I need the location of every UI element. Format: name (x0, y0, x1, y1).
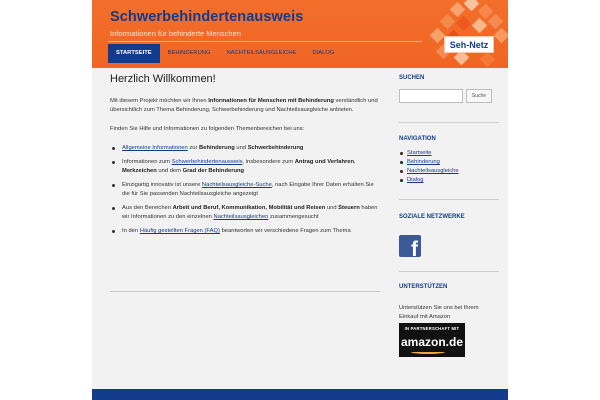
text: In den (122, 228, 140, 234)
list-item (110, 227, 380, 236)
sidebar-item-dialog (399, 176, 459, 185)
page-title: Herzlich Willkommen! (110, 73, 216, 85)
link-nachteilsausgleichen[interactable]: Nachteilsausgleichen (213, 214, 269, 220)
page (92, 0, 508, 400)
text: Einzigartig innovativ ist unsere (122, 182, 202, 188)
text: , insbesondere zum (242, 159, 295, 165)
text: , (354, 159, 356, 165)
intro-paragraph (110, 97, 380, 115)
bold-text: Merkzeichen (122, 168, 157, 174)
sidebar-link-dialog[interactable]: Dialog (407, 177, 424, 183)
sidebar-item-startseite (399, 149, 459, 158)
text: und (325, 205, 339, 211)
link-nachteilsausgleiche-suche[interactable]: Nachteilsausgleiche-Suche (201, 182, 272, 188)
search-button[interactable]: Suche (466, 89, 492, 103)
amazon-partner-text: IN PARTNERSCHAFT MIT (404, 326, 460, 331)
main-content (110, 68, 380, 241)
amazon-smile-icon (411, 350, 445, 354)
link-allgemeine-informationen[interactable]: Allgemeine Informationen (122, 145, 188, 151)
bold-text: Behinderung (199, 145, 235, 151)
bold-text: Grad der Behinderung (182, 168, 245, 174)
sidebar-link-behinderung[interactable]: Behinderung (407, 159, 440, 165)
search-widget-title: SUCHEN (399, 75, 425, 81)
site-header (92, 0, 508, 68)
intro-text-end: verständlich und übersichtlich zum Thema Behinderung, Schwerbehinderung und Nachteilsausgleiche anbieten. (110, 98, 378, 113)
text: zusammengesucht (268, 214, 319, 220)
content-divider (110, 291, 380, 292)
sidebar-link-nachteilsausgleiche[interactable]: Nachteilsausgleiche (407, 168, 459, 174)
bold-text: Antrag und Verfahren (294, 159, 354, 165)
text: Aus den Bereichen (122, 205, 173, 211)
widget-divider (399, 271, 499, 272)
widget-divider (399, 199, 499, 200)
nav-dialog[interactable]: DIALOG (312, 50, 335, 56)
intro-bold: Informationen für Menschen mit Behinderung (208, 98, 334, 104)
site-footer (92, 389, 508, 400)
site-description: Informationen für behinderte Menschen (110, 29, 241, 38)
sidebar-item-behinderung (399, 158, 459, 167)
list-item (110, 144, 380, 153)
bold-text: Arbeit und Beruf, Kommunikation, Mobilität und Reisen (172, 205, 326, 211)
topic-list (110, 144, 380, 236)
link-faq[interactable]: Häufig gestellten Fragen (FAQ) (139, 228, 220, 234)
list-item (110, 158, 380, 176)
site-title[interactable]: Schwerbehindertenausweis (110, 9, 304, 25)
text: Informationen zum (122, 159, 172, 165)
search-input[interactable] (399, 89, 463, 103)
widget-divider (399, 122, 499, 123)
facebook-glyph: f (411, 238, 418, 257)
link-schwerbehindertenausweis[interactable]: Schwerbehindertenausweis (171, 159, 243, 165)
amazon-logo-text: amazon.de (400, 335, 463, 349)
intro-text: Mit diesem Projekt möchten wir Ihnen (110, 98, 209, 104)
text: zur (187, 145, 200, 151)
amazon-partner-badge[interactable] (399, 323, 465, 357)
text: haben wir Informationen zu den einzelnen (122, 205, 378, 220)
lead-paragraph: Finden Sie Hilfe und Informationen zu folgenden Themenbereichen bei uns: (110, 126, 305, 132)
nav-behinderung[interactable]: BEHINDERUNG (167, 50, 211, 56)
sidebar-item-nachteilsausgleiche (399, 167, 459, 176)
text: , nach Eingabe Ihrer Daten erhalten Sie die für Sie passenden Nachteilsausgleiche angezeigt (122, 182, 374, 197)
list-item (110, 204, 380, 222)
nav-nachteilsausgleiche[interactable]: NACHTEILSAUSGLEICHE (226, 50, 297, 56)
text: und dem (156, 168, 183, 174)
main-nav (92, 42, 342, 68)
social-widget-title: SOZIALE NETZWERKE (399, 214, 465, 220)
text: und (234, 145, 248, 151)
sidebar-link-startseite[interactable]: Startseite (407, 150, 432, 156)
nav-startseite[interactable]: STARTSEITE (108, 44, 160, 63)
support-text: Unterstützen Sie uns bei Ihrem Einkauf mit Amazon (399, 305, 479, 320)
bold-text: Schwerbehinderung (247, 145, 304, 151)
text: beantworten wir verschiedene Fragen zum Thema (219, 228, 351, 234)
bold-text: Steuern (338, 205, 360, 211)
support-widget-title: UNTERSTÜTZEN (399, 284, 448, 290)
facebook-icon[interactable] (399, 235, 421, 257)
search-form (399, 89, 492, 103)
navigation-widget-title: NAVIGATION (399, 136, 436, 142)
sidebar-nav-list (399, 149, 459, 185)
seh-netz-logo[interactable] (412, 0, 508, 68)
logo-text[interactable]: Seh-Netz (444, 36, 494, 53)
list-item (110, 181, 380, 199)
